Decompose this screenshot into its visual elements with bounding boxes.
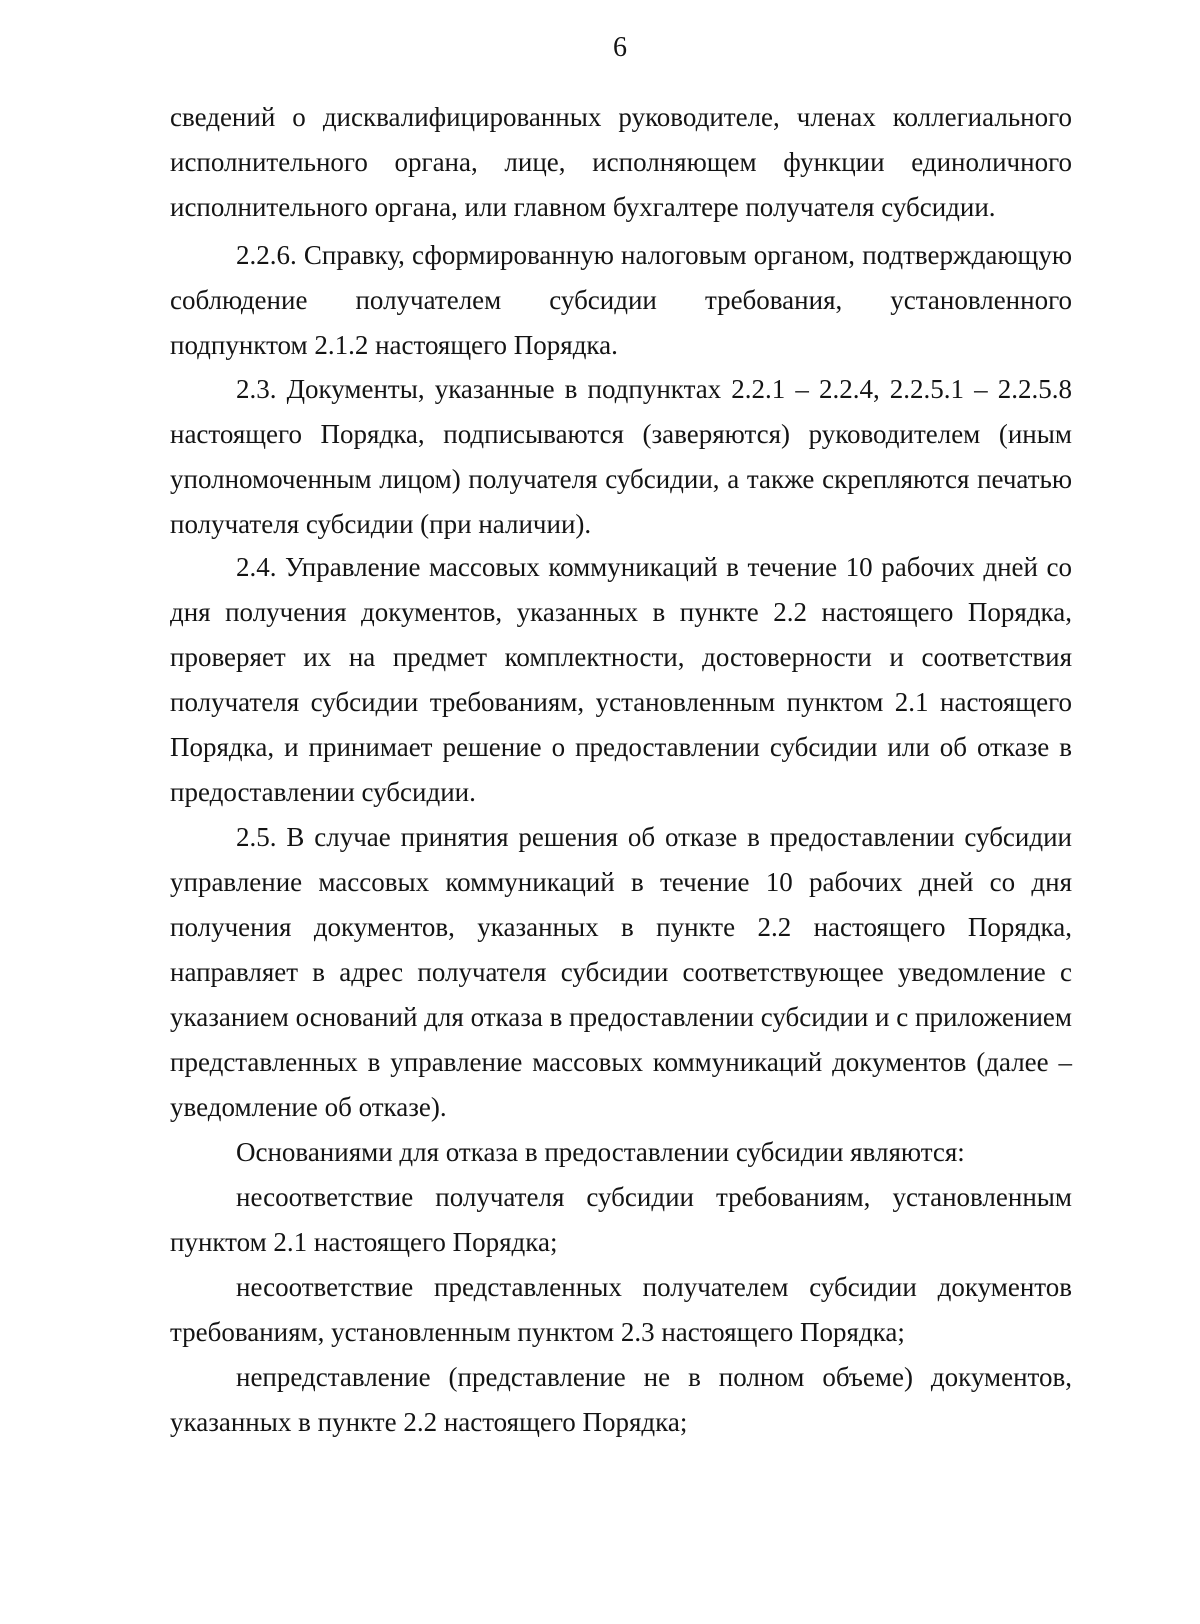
text-line: дня получения документов, указанных в пункте 2.2 настоящего Порядка, [170,597,1072,627]
text-line: получения документов, указанных в пункте 2.2 настоящего Порядка, [170,912,1072,942]
paragraph-grounds-intro [170,1130,1072,1175]
text-line: управление массовых коммуникаций в течение 10 рабочих дней со дня [170,867,1072,897]
text-line: пунктом 2.1 настоящего Порядка; [170,1227,558,1257]
paragraph-2-5 [170,815,1072,1130]
paragraph-ground-3 [170,1355,1072,1445]
text-line: настоящего Порядка, подписываются (заверяются) руководителем (иным [170,419,1072,449]
text-line: указанием оснований для отказа в предоставлении субсидии и с приложением [170,1002,1072,1032]
text-line: непредставление (представление не в полном объеме) документов, [236,1362,1072,1392]
text-line: подпунктом 2.1.2 настоящего Порядка. [170,330,618,360]
text-line: 2.2.6. Справку, сформированную налоговым органом, подтверждающую [236,240,1072,270]
text-line: указанных в пункте 2.2 настоящего Порядка; [170,1407,688,1437]
text-line: предоставлении субсидии. [170,777,476,807]
text-line: требованиям, установленным пунктом 2.3 настоящего Порядка; [170,1317,905,1347]
text-line: исполнительного органа, или главном бухгалтере получателя субсидии. [170,192,996,222]
paragraph-ground-2 [170,1265,1072,1355]
paragraph-continuation [170,95,1072,230]
text-line: уполномоченным лицом) получателя субсидии, а также скрепляются печатью [170,464,1072,494]
text-line: Основаниями для отказа в предоставлении субсидии являются: [236,1137,965,1167]
text-line: 2.3. Документы, указанные в подпунктах 2.2.1 – 2.2.4, 2.2.5.1 – 2.2.5.8 [236,374,1072,404]
text-line: направляет в адрес получателя субсидии соответствующее уведомление с [170,957,1072,987]
paragraph-2-4 [170,545,1072,815]
paragraph-ground-1 [170,1175,1072,1265]
text-line: 2.5. В случае принятия решения об отказе в предоставлении субсидии [236,822,1072,852]
paragraph-2-2-6 [170,233,1072,368]
text-line: исполнительного органа, лице, исполняющем функции единоличного [170,147,1072,177]
text-line: Порядка, и принимает решение о предоставлении субсидии или об отказе в [170,732,1072,762]
text-line: несоответствие представленных получателем субсидии документов [236,1272,1072,1302]
text-line: соблюдение получателем субсидии требования, установленного [170,285,1072,315]
text-line: получателя субсидии (при наличии). [170,509,592,539]
text-line: сведений о дисквалифицированных руководителе, членах коллегиального [170,102,1072,132]
text-line: несоответствие получателя субсидии требованиям, установленным [236,1182,1072,1212]
text-line: 2.4. Управление массовых коммуникаций в течение 10 рабочих дней со [236,552,1072,582]
text-line: получателя субсидии требованиям, установленным пунктом 2.1 настоящего [170,687,1072,717]
text-line: представленных в управление массовых коммуникаций документов (далее – [170,1047,1072,1077]
paragraph-2-3 [170,367,1072,547]
page-number: 6 [613,32,627,63]
text-line: уведомление об отказе). [170,1092,447,1122]
text-line: проверяет их на предмет комплектности, достоверности и соответствия [170,642,1072,672]
